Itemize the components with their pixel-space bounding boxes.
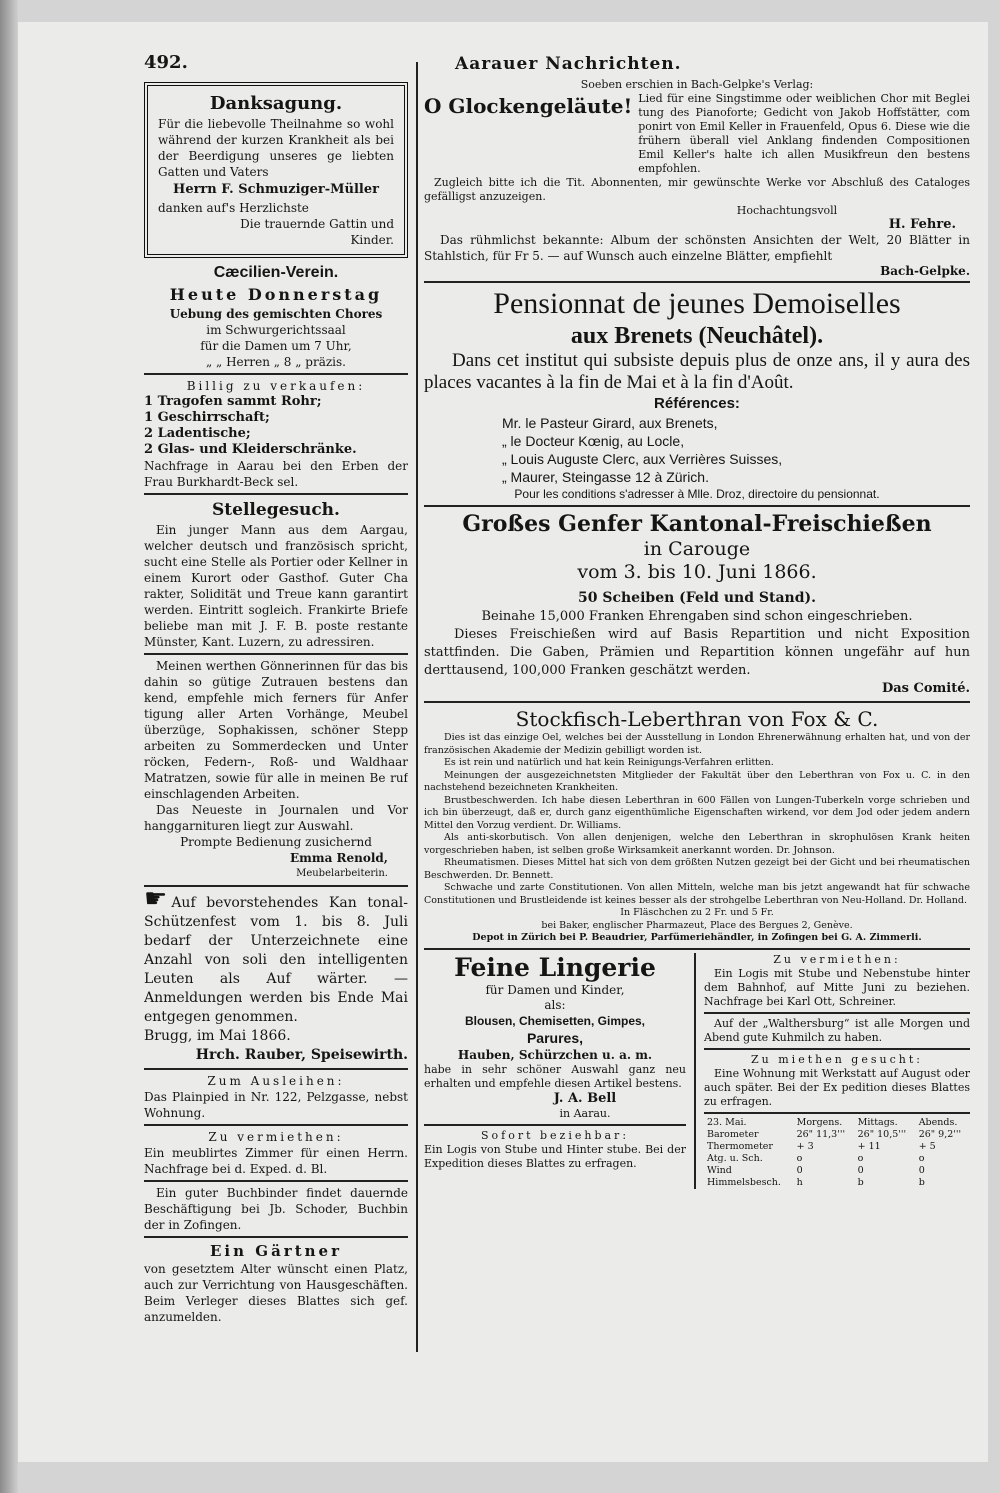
- bottom-left: [424, 953, 696, 1189]
- vermiethen2-body: Ein Logis mit Stube und Nebenstube hinter dem Bahnhof, auf Mitte Juni zu beziehen. Nachfrage bei Karl Ott, Schreiner.: [704, 966, 970, 1008]
- pensionnat-refs: [424, 414, 970, 486]
- bach-signature: H. Fehre.: [888, 217, 956, 232]
- weather-row: [704, 1141, 970, 1153]
- danksagung-signature: Die trauernde Gattin und Kinder.: [240, 217, 394, 247]
- weather-cell: + 5: [918, 1140, 936, 1152]
- weather-cell: o: [796, 1152, 803, 1164]
- billig-item: 2 Glas- und Kleiderschränke.: [144, 442, 357, 457]
- reference-item: Mr. le Pasteur Girard, aux Brenets,: [502, 415, 718, 431]
- weather-cell: b: [857, 1176, 864, 1188]
- stockfisch-line: Es ist rein und natürlich und hat kein Reinigungs-Verfahren erlitten.: [444, 757, 774, 768]
- weather-cell: 0: [857, 1164, 864, 1176]
- stockfisch-line: Dies ist das einzige Oel, welches bei der Ausstellung in London Ehrenerwähnung erhalten hat, und von der französischen Akademie der Medizin gebilligt worden ist.: [424, 732, 970, 756]
- caecilien-line5: „ „ Herren „ 8 „ präzis.: [206, 355, 346, 369]
- ausleihen-body: Das Plainpied in Nr. 122, Pelzgasse, nebst Wohnung.: [144, 1090, 408, 1120]
- miethen-title: Zu miethen gesucht:: [751, 1052, 923, 1066]
- stellegesuch-body: Ein junger Mann aus dem Aargau, welcher deutsch und französisch spricht, sucht eine Stelle als Portier oder Kellner in einem Kurort oder Gasthof. Guter Cha rakter, Solidität und Treue kann garantirt werden. Eintritt sogleich. Frankirte Briefe beliebe man mit J. F. B. poste restante Münster, Kant. Luzern, zu adressiren.: [144, 523, 408, 649]
- weather-cell: 26" 11,3''': [796, 1128, 846, 1140]
- bach-album: Das rühmlichst bekannte: Album der schönsten Ansichten der Welt, 20 Blätter in Stahlstich, für Fr 5. — auf Wunsch auch einzelne Blätter, empfiehlt: [424, 233, 970, 263]
- stockfisch-title: Stockfisch-Leberthran von Fox & C.: [515, 707, 879, 731]
- renold-body1: Meinen werthen Gönnerinnen für das bis dahin so gütige Zutrauen bestens dan kend, empfehle mich ferners für Anfer tigung aller Arten Vorhänge, Meubel überzüge, Sophakissen, schöner Stepp arbeiten zu Sommerdecken und Unter röcken, Federn-, Roß- und Waldhaar Matratzen, sowie für alle in meinen Be ruf einschlagenden Arbeiten.: [144, 659, 408, 801]
- weather-table: [704, 1117, 970, 1189]
- caecilien-line4: für die Damen um 7 Uhr,: [200, 339, 352, 353]
- renold-body2: Das Neueste in Journalen und Vor hanggarnituren liegt zur Auswahl.: [144, 803, 408, 833]
- weather-cell: 26" 9,2''': [918, 1128, 962, 1140]
- weather-header-row: [704, 1117, 970, 1129]
- genfer-ehrengaben: Beinahe 15,000 Franken Ehrengaben sind schon eingeschrieben.: [481, 609, 913, 624]
- weather-cell: 0: [796, 1164, 803, 1176]
- billig-item: 1 Geschirrschaft;: [144, 410, 270, 425]
- stockfisch-line: Depot in Zürich bei P. Beaudrier, Parfümeriehändler, in Zofingen bei G. A. Zimmerli.: [472, 932, 922, 943]
- ausleihen-title: Zum Ausleihen:: [207, 1074, 345, 1088]
- billig-note: Nachfrage in Aarau bei den Erben der Frau Burkhardt-Beck sel.: [144, 459, 408, 489]
- divider: [704, 1112, 970, 1114]
- pensionnat-footer: Pour les conditions s'adresser à Mlle. Droz, directoire du pensionnat.: [514, 487, 880, 501]
- lingerie-title: Feine Lingerie: [454, 952, 656, 982]
- bottom-section: [424, 953, 970, 1189]
- reference-item: „ le Docteur Kœnig, au Locle,: [502, 433, 685, 449]
- gaertner-body: von gesetztem Alter wünscht einen Platz, auch zur Verrichtung von Hausgeschäften. Beim Verleger dieses Blattes sich gef. anzumelden.: [144, 1262, 408, 1324]
- right-column: [424, 78, 970, 1350]
- weather-cell: Wind: [707, 1164, 732, 1176]
- divider: [424, 948, 970, 950]
- bach-intro: Soeben erschien in Bach-Gelpke's Verlag:: [580, 78, 814, 91]
- bach-greeting: Hochachtungsvoll: [736, 204, 838, 217]
- lingerie-line5: Hauben, Schürzchen u. a. m.: [457, 1047, 653, 1062]
- kantonal-place: Brugg, im Mai 1866.: [144, 1028, 291, 1044]
- binding-fold: [0, 0, 18, 1493]
- danksagung-title: Danksagung.: [209, 93, 343, 114]
- bach-song: [424, 92, 970, 176]
- sofort-body: Ein Logis von Stube und Hinter stube. Bei der Expedition dieses Blattes zu erfragen.: [424, 1142, 686, 1170]
- genfer-body: Dieses Freischießen wird auf Basis Repartition und nicht Exposition stattfinden. Die Gaben, Prämien und Repartition können ungefähr auf hun derttausend, 100,000 Franken geschätzt werden.: [424, 627, 970, 678]
- weather-cell: Barometer: [707, 1128, 759, 1140]
- stockfisch-line: Als anti-skorbutisch. Von allen denjenigen, welche den Leberthran in skrophulösen Krank heiten vorgeschrieben haben, ist selben große Wirksamkeit anerkannt worden. Dr. Johnson.: [424, 832, 970, 856]
- vermiethen2-title: Zu vermiethen:: [773, 952, 901, 966]
- lingerie-line4: Parures,: [526, 1029, 584, 1046]
- caecilien-line2: Uebung des gemischten Chores: [169, 307, 383, 321]
- bach-song-desc: Lied für eine Singstimme oder weiblichen Chor mit Beglei tung des Pianoforte; Gedicht von Jakob Hoffstätter, com ponirt von Emil Keller in Frauenfeld, Opus 6. Diese wie die frühern überall viel Anklang findenden Compositionen Emil Keller's halte ich allen Musikfreun den bestens empfohlen.: [638, 92, 970, 175]
- divider: [144, 1124, 408, 1126]
- renold-name: Emma Renold,: [290, 851, 388, 865]
- bach-abonnenten: Zugleich bitte ich die Tit. Abonnenten, mir gewünschte Werke vor Abschluß des Cataloges gefälligst anzuzeigen.: [424, 176, 970, 203]
- billig-item: 2 Ladentische;: [144, 426, 251, 441]
- buchbinder-body: Ein guter Buchbinder findet dauernde Beschäftigung bei Jb. Schoder, Buchbin der in Zofingen.: [144, 1186, 408, 1232]
- reference-item: „ Maurer, Steingasse 12 à Zürich.: [502, 469, 709, 485]
- pensionnat-body: Dans cet institut qui subsiste depuis plus de onze ans, il y aura des places vacantes à la fin de Mai et à la fin d'Août.: [424, 350, 970, 393]
- pensionnat-title: Pensionnat de jeunes Demoiselles: [493, 287, 901, 320]
- vermiethen-body: Ein meublirtes Zimmer für einen Herrn. Nachfrage bei d. Exped. d. Bl.: [144, 1146, 408, 1176]
- divider: [704, 1048, 970, 1050]
- kantonal-body: [144, 884, 408, 1027]
- weather-cell: o: [918, 1152, 925, 1164]
- pointing-hand-icon: ☛: [144, 884, 168, 914]
- pensionnat-refs-title: Références:: [654, 395, 740, 412]
- weather-cell: b: [918, 1176, 925, 1188]
- caecilien-title: Cæcilien-Verein.: [213, 264, 339, 281]
- lingerie-name: J. A. Bell: [553, 1090, 617, 1106]
- weather-row: [704, 1129, 970, 1141]
- divider: [144, 373, 408, 375]
- page-title: Aarauer Nachrichten.: [455, 54, 682, 74]
- weather-cell: + 11: [857, 1140, 881, 1152]
- danksagung-body: Für die liebevolle Theilnahme so wohl während der kurzen Krankheit als bei der Beerdigung unseres ge liebten Gatten und Vaters: [158, 117, 394, 179]
- renold-body3: Prompte Bedienung zusichernd: [180, 835, 372, 849]
- lingerie-line2: als:: [544, 997, 566, 1012]
- stellegesuch-title: Stellegesuch.: [212, 500, 340, 520]
- lingerie-line3: Blousen, Chemisetten, Gimpes,: [464, 1013, 646, 1028]
- weather-cell: h: [796, 1176, 803, 1188]
- lingerie-body: habe in sehr schöner Auswahl ganz neu erhalten und empfehle diesen Artikel bestens.: [424, 1062, 686, 1090]
- stockfisch-line: Rheumatismen. Dieses Mittel hat sich von dem größten Nutzen gezeigt bei der Gicht und bei rheumatischen Beschwerden. Dr. Bennett.: [424, 857, 970, 881]
- gaertner-title: Ein Gärtner: [210, 1242, 342, 1260]
- divider: [424, 701, 970, 703]
- danksagung-box: [144, 82, 408, 258]
- bach-song-title: O Glockengeläute!: [424, 94, 633, 118]
- divider: [424, 281, 970, 283]
- pensionnat-subtitle: aux Brenets (Neuchâtel).: [570, 323, 824, 349]
- caecilien-line3: im Schwurgerichtssaal: [206, 323, 346, 337]
- lingerie-place: in Aarau.: [559, 1106, 611, 1120]
- sofort-title: Sofort beziehbar:: [480, 1128, 630, 1142]
- bach-album-signature: Bach-Gelpke.: [880, 264, 970, 278]
- left-column: [144, 80, 408, 1350]
- stockfisch-line: Meinungen der ausgezeichnetsten Mitglieder der Fakultät über den Leberthran von Fox u. C. in den nachstehend bezeichneten Krankheiten.: [424, 769, 970, 793]
- miethen-body: Eine Wohnung mit Werkstatt auf August oder auch später. Bei der Ex pedition dieses Blattes zu erfragen.: [704, 1066, 970, 1108]
- genfer-scheiben: 50 Scheiben (Feld und Stand).: [578, 590, 816, 606]
- weather-cell: Thermometer: [707, 1140, 773, 1152]
- renold-role: Meubelarbeiterin.: [296, 868, 388, 879]
- vermiethen-title: Zu vermiethen:: [208, 1130, 344, 1144]
- weather-cell: Himmelsbesch.: [707, 1176, 781, 1188]
- stockfisch-line: In Fläschchen zu 2 Fr. und 5 Fr.: [620, 907, 774, 918]
- stockfisch-line: Brustbeschwerden. Ich habe diesen Leberthran in 600 Fällen von Lungen-Tuberkeln vorge schrieben und ich bin überzeugt, daß er, durch ganz eigenthümliche Eigenschaften wirkend, vor dem Jod oder jedem andern Mittel den Vorzug verdient. Dr. Williams.: [424, 794, 970, 831]
- weather-header: Morgens.: [796, 1116, 843, 1128]
- caecilien-line1: Heute Donnerstag: [169, 285, 383, 304]
- weather-header: Mittags.: [857, 1116, 898, 1128]
- page-number: 492.: [144, 52, 188, 73]
- genfer-signature: Das Comité.: [881, 681, 970, 696]
- weather-cell: Atg. u. Sch.: [707, 1152, 763, 1164]
- kantonal-text: Auf bevorstehendes Kan tonal-Schützenfest vom 1. bis 8. Juli bedarf der Unterzeichnete eine Anzahl von soli den intelligenten Leuten als Auf wärter. — Anmeldungen werden bis Ende Mai entgegen genommen.: [144, 895, 408, 1025]
- divider: [144, 885, 408, 887]
- danksagung-name: Herrn F. Schmuziger-Müller: [173, 182, 379, 197]
- weather-row: [704, 1177, 970, 1189]
- genfer-place: in Carouge: [643, 538, 751, 560]
- bottom-right: [696, 953, 970, 1189]
- kantonal-signature: Hrch. Rauber, Speisewirth.: [195, 1047, 408, 1063]
- weather-header: 23. Mai.: [707, 1116, 747, 1128]
- lingerie-line1: für Damen und Kinder,: [485, 982, 625, 997]
- divider: [144, 1180, 408, 1182]
- danksagung-thanks: danken auf's Herzlichste: [158, 201, 309, 215]
- column-divider: [416, 62, 418, 1352]
- weather-row: [704, 1165, 970, 1177]
- stockfisch-lines: [424, 732, 970, 945]
- genfer-title: Großes Genfer Kantonal-Freischießen: [462, 511, 932, 537]
- weather-cell: + 3: [796, 1140, 814, 1152]
- weather-cell: 26" 10,5''': [857, 1128, 907, 1140]
- weather-cell: 0: [918, 1164, 925, 1176]
- weather-row: [704, 1153, 970, 1165]
- weather-header: Abends.: [918, 1116, 958, 1128]
- reference-item: „ Louis Auguste Clerc, aux Verrières Suisses,: [502, 451, 783, 467]
- divider: [424, 505, 970, 507]
- billig-item: 1 Tragofen sammt Rohr;: [144, 394, 322, 409]
- genfer-dates: vom 3. bis 10. Juni 1866.: [577, 561, 817, 583]
- divider: [144, 653, 408, 655]
- stockfisch-line: Schwache und zarte Constitutionen. Von allen Mitteln, welche man bis jetzt angewandt hat für schwache Constitutionen und Brustleidende ist keines besser als der strohgelbe Leberthran von Neu-Holland. Dr. Holland.: [424, 882, 970, 906]
- divider: [144, 1236, 408, 1238]
- divider: [704, 1012, 970, 1014]
- stockfisch-line: bei Baker, englischer Pharmazeut, Place des Bergues 2, Genève.: [541, 919, 853, 931]
- divider: [424, 1124, 686, 1126]
- waltersburg-body: Auf der „Walthersburg“ ist alle Morgen und Abend gute Kuhmilch zu haben.: [704, 1016, 970, 1044]
- divider: [144, 1068, 408, 1070]
- billig-title: Billig zu verkaufen:: [186, 379, 366, 393]
- weather-cell: o: [857, 1152, 864, 1164]
- divider: [144, 493, 408, 495]
